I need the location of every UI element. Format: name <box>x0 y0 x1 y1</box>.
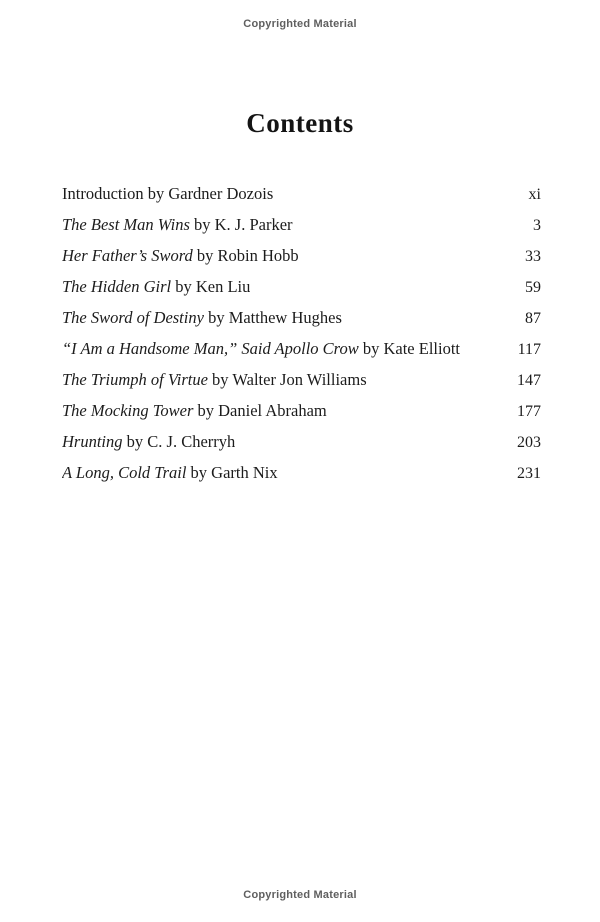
toc-entry-page: 59 <box>525 279 541 296</box>
toc-entry <box>62 240 541 271</box>
toc-entry <box>62 271 541 302</box>
toc-entry <box>62 333 541 364</box>
toc-entry-title: The Sword of Destiny by Matthew Hughes <box>62 308 342 327</box>
toc-entry-page: 177 <box>517 403 541 420</box>
toc-entry-page: 33 <box>525 248 541 265</box>
toc-entry-title: “I Am a Handsome Man,” Said Apollo Crow by Kate Elliott <box>62 339 460 358</box>
toc-list <box>62 178 541 488</box>
toc-entry-title: The Triumph of Virtue by Walter Jon Williams <box>62 370 367 389</box>
toc-entry <box>62 457 541 488</box>
copyright-notice-top: Copyrighted Material <box>243 18 357 30</box>
toc-entry <box>62 395 541 426</box>
toc-entry-title: The Hidden Girl by Ken Liu <box>62 277 251 296</box>
toc-entry-title: The Best Man Wins by K. J. Parker <box>62 215 293 234</box>
toc-entry <box>62 302 541 333</box>
toc-entry-page: 147 <box>517 372 541 389</box>
toc-entry-title: Her Father’s Sword by Robin Hobb <box>62 246 299 265</box>
toc-entry-page: 87 <box>525 310 541 327</box>
toc-entry <box>62 364 541 395</box>
toc-entry <box>62 209 541 240</box>
toc-entry-title: Hrunting by C. J. Cherryh <box>62 432 236 451</box>
toc-entry <box>62 426 541 457</box>
toc-entry-title: The Mocking Tower by Daniel Abraham <box>62 401 327 420</box>
toc-entry-page: xi <box>528 186 541 203</box>
toc-entry-title: A Long, Cold Trail by Garth Nix <box>62 463 278 482</box>
toc-entry-page: 117 <box>517 341 541 358</box>
toc-entry-page: 3 <box>533 217 541 234</box>
toc-entry-title: Introduction by Gardner Dozois <box>62 184 274 203</box>
toc-entry-page: 203 <box>517 434 541 451</box>
toc-entry <box>62 178 541 209</box>
toc-entry-page: 231 <box>517 465 541 482</box>
page-title: Contents <box>246 108 354 138</box>
copyright-notice-bottom: Copyrighted Material <box>243 889 357 901</box>
